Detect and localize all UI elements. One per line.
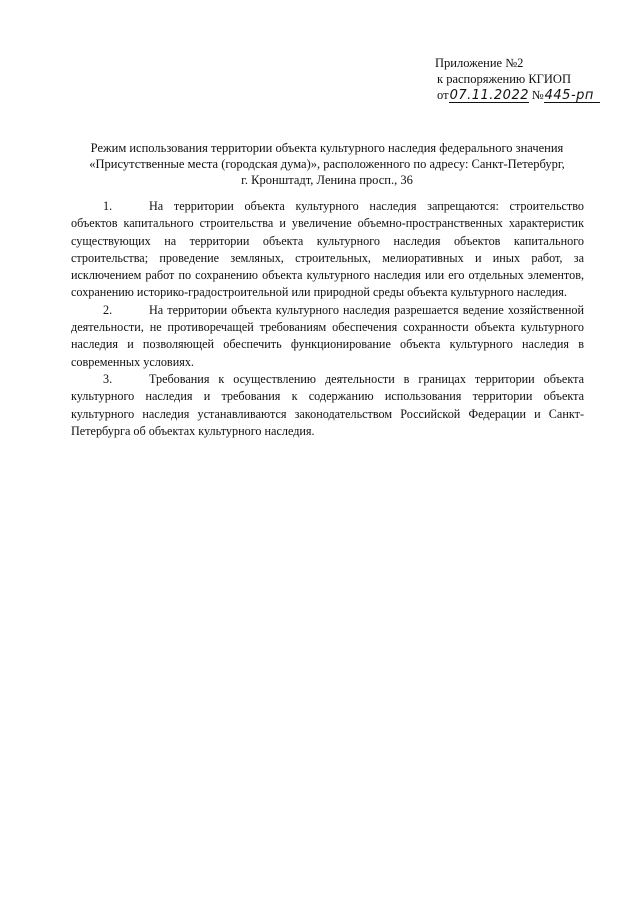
handwritten-date: 07.11.2022 bbox=[449, 88, 529, 103]
paragraph-text: Требования к осуществлению деятельности в границах территории объекта культурного наследия и требования к содержанию использования территории объекта культурного наследия устанавливаются законодательством Российской Федерации и Санкт-Петербурга об объектах культурного наследия. bbox=[71, 371, 584, 438]
number-prefix: № bbox=[531, 88, 544, 102]
appendix-header bbox=[435, 55, 625, 103]
document-body bbox=[71, 198, 584, 440]
paragraph-number: 3. bbox=[103, 371, 113, 386]
paragraph-text: На территории объекта культурного наследия запрещаются: строительство объектов капитального строительства и увеличение объемно-пространственных характеристик существующих на территории объекта культурного наследия объектов капитального строительства; проведение земляных, строительных, мелиоративных и иных работ, за исключением работ по сохранению объекта культурного наследия или его отдельных элементов, сохранению историко-градостроительной или природной среды объекта культурного наследия. bbox=[71, 199, 584, 300]
appendix-date-number-line bbox=[435, 87, 625, 103]
appendix-title: Приложение №2 bbox=[435, 56, 524, 70]
title-line-3: г. Кронштадт, Ленина просп., 36 bbox=[241, 173, 413, 187]
paragraph-2 bbox=[71, 302, 584, 371]
date-prefix: от bbox=[437, 88, 449, 102]
handwritten-number: 445-рп bbox=[544, 89, 600, 103]
paragraph-1 bbox=[71, 198, 584, 302]
title-line-2: «Присутственные места (городская дума)», расположенного по адресу: Санкт-Петербург, bbox=[89, 157, 565, 171]
document-title bbox=[70, 140, 584, 188]
paragraph-text: На территории объекта культурного наследия разрешается ведение хозяйственной деятельности, не противоречащей требованиям обеспечения сохранности объекта культурного наследия и позволяющей обеспечить функционирование объекта культурного наследия в современных условиях. bbox=[71, 302, 584, 369]
title-line-1: Режим использования территории объекта культурного наследия федерального значения bbox=[90, 141, 564, 155]
appendix-order-reference: к распоряжению КГИОП bbox=[437, 72, 571, 86]
paragraph-3 bbox=[71, 371, 584, 440]
paragraph-number: 2. bbox=[103, 302, 113, 317]
paragraph-number: 1. bbox=[103, 199, 113, 213]
